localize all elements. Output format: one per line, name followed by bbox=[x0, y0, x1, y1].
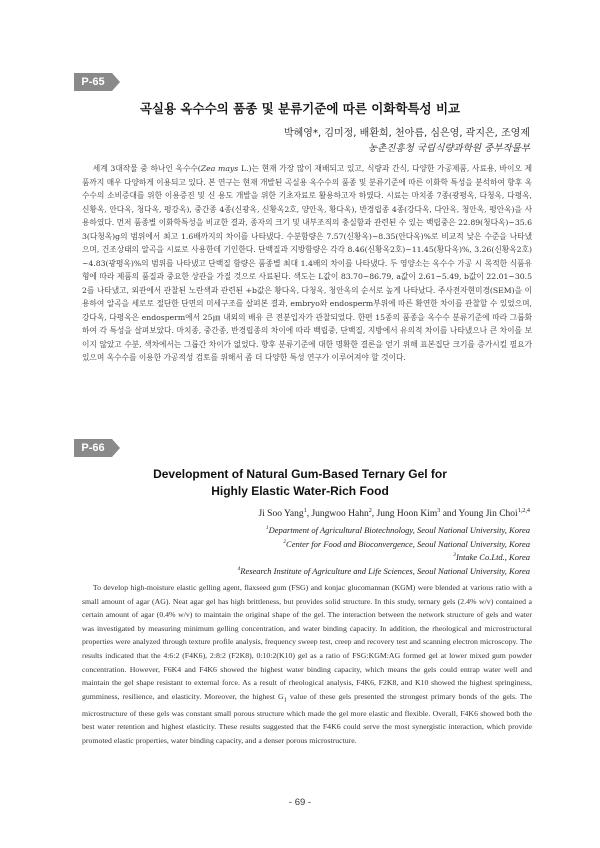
badge-arrow bbox=[112, 439, 120, 457]
author-list-korean: 박혜영*, 김미정, 배환희, 천아름, 심은영, 곽지은, 조영제 bbox=[283, 128, 530, 139]
author-conjunction: and bbox=[440, 509, 459, 519]
abstract-korean-intro: 세계 3대작물 중 하나인 옥수수( bbox=[92, 164, 201, 173]
author-separator: , bbox=[371, 509, 377, 519]
author-affiliation-mark: 2 bbox=[368, 507, 372, 514]
page-number: - 69 - bbox=[288, 797, 312, 808]
badge-arrow bbox=[112, 73, 120, 91]
badge-label: P-65 bbox=[74, 73, 112, 91]
affiliation-number: 1 bbox=[265, 525, 269, 532]
author-name: Young Jin Choi bbox=[458, 509, 518, 519]
subscript: 1 bbox=[283, 696, 287, 704]
abstract-badge-p66 bbox=[74, 439, 120, 457]
abstract-english-part1: To develop high-moisture elastic gelling agent, flaxseed gum (FSG) and konjac glucomannan (KGM) were blended at various ratio with a small amount of agar (AG). Neat agar gel has high brittleness, but provides solid structure. In this study, ternary gels (2.4% w/v) contained a certain amount of agar (0.4% w/v) to maintain the original shape of the gel. The interaction between the network structure of gels and water was investigated by measuring minimum gelling concentration, and water binding capacity. In addition, the rheological and microstructural properties were analyzed through texture profile analysis, frequency sweep test, creep and recovery test and scanning electron microscopy. The results indicated that the 4:6:2 (F4K6), 2:8:2 (F2K8), 0:10:2(K10) gel as a ratio of FSG:KGM:AG formed gel at lower mixed gum powder concentration. However, F6K4 and F4K6 showed the highest water binding capacity, which means the gels could entrap water well and maintain the gel shape resistant to external force. As a result of rheological analysis, F4K6, F2K8, and K10 showed the highest springiness, gumminess, resilience, and elasticity. Moreover, the highest G bbox=[82, 583, 532, 701]
abstract-badge-p65 bbox=[74, 73, 120, 91]
badge-label: P-66 bbox=[74, 439, 112, 457]
author-name: Ji Soo Yang bbox=[258, 509, 304, 519]
title-line-1: Development of Natural Gum-Based Ternary Gel for bbox=[153, 467, 447, 481]
author-name: Jung Hoon Kim bbox=[376, 509, 438, 519]
affiliation-text: Intake Co.Ltd., Korea bbox=[455, 552, 530, 562]
species-name: Zea mays bbox=[200, 164, 239, 173]
affiliation-line bbox=[237, 538, 530, 552]
affiliation-line bbox=[237, 565, 530, 579]
abstract-english-part2: value of these gels presented the strongest primary bonds of the gels. The microstructure of these gels was constant small porous structure which made the gel more elastic and flexible. Overall, F4K6 showed both the best water retention and highest elasticity. These results suggested that the F4K6 could serve the most synergistic interaction, which provide promoted elastic properties, water binding capacity, and a denser porous microstructure. bbox=[82, 691, 532, 746]
affiliation-line bbox=[237, 524, 530, 538]
abstract-korean-body: L.)는 현재 가장 많이 재배되고 있고, 식량과 간식, 다양한 가공제품, 사료용, 바이오 제품까지 매우 다양하게 이용되고 있다. 본 연구는 현재 개발된 곡실용 옥수수의 품종 및 분류기준에 따른 이화학 특성을 분석하여 향후 옥수수의 소비증대를 위한 이용증진 및 신 용도 개발을 위한 기초자료로 활용하고자 하였다. 시료는 마치종 7종(광평옥, 다청옥, 다평옥, 신황옥, 안다옥, 청다옥, 평강옥), 중간종 4종(신광옥, 신황옥2호, 양안옥, 황다옥), 반경립종 4종(강다옥, 다안옥, 청안옥, 평안옥)을 사용하였다. 먼저 품종별 이화학특성을 비교한 결과, 종자의 크기 및 내부조직의 충실함과 관련된 수 있는 백립중은 22.89(청다옥)~35.63(다청옥)g의 범위에서 최고 1.6배까지의 차이를 나타냈다. 수분함량은 7.57(신황옥)~8.35(안다옥)%로 비교적 낮은 수준을 나타냈으며, 건조상태의 알곡을 시료로 사용한데 기인한다. 단백질과 지방함량은 각각 8.46(신황옥2호)~11.45(황다옥)%, 3.26(신황옥2호)~4.83(광평옥)%의 범위를 나타냈고 단백질 함량은 품종별 최대 1.4배의 차이를 나타냈다. 두 영양소는 옥수수 가공 시 목적한 식품유형에 따라 제품의 품질과 중요한 상관을 가질 것으로 사료된다. 색도는 L값이 83.70~86.79, a값이 2.61~5.49, b값이 22.01~30.52를 나타냈고, 외관에서 관찰된 노란색과 관련된 +b값은 황다옥, 다청옥, 청안옥의 순서로 높게 나타났다. 주사전자현미경(SEM)을 이용하여 알곡을 세로로 절단한 단면의 미세구조를 살펴본 결과, embryo와 endosperm부위에 따른 확연한 차이를 관찰할 수 있었으며, 강다옥, 다평옥은 endosperm에서 25㎛ 내외의 배유 큰 전분입자가 관찰되었다. 한편 15종의 품종을 옥수수 분류기준에 따라 그룹화하여 각 특성을 살펴보았다. 마치종, 중간종, 반경립종의 차이에 따라 백립중, 단백질, 지방에서 유의적 차이를 나타냈으나 큰 차이를 보이지 않았고 수분, 색차에서는 그룹간 차이가 없었다. 향후 분류기준에 대한 명확한 결론을 얻기 위해 표본집단 크기를 증가시킬 필요가 있으며 옥수수를 이용한 가공적성 검토를 위해서 좀 더 다양한 특성 연구가 이루어져야 할 것이다. bbox=[82, 164, 532, 362]
title-line-2: Highly Elastic Water-Rich Food bbox=[211, 484, 389, 498]
affiliation-text: Research Institute of Agriculture and Life Sciences, Seoul National University, Korea bbox=[240, 565, 530, 576]
abstract-korean bbox=[82, 162, 532, 365]
author-separator: , bbox=[306, 509, 312, 519]
affiliation-text: Center for Food and Bioconvergence, Seoul National University, Korea bbox=[286, 538, 530, 549]
affiliation-list-english bbox=[237, 524, 530, 578]
affiliation-number: 4 bbox=[237, 565, 241, 572]
affiliation-number: 2 bbox=[283, 538, 287, 545]
author-name: Jungwoo Hahn bbox=[311, 509, 369, 519]
affiliation-text: Department of Agricultural Biotechnology, Seoul National University, Korea bbox=[268, 525, 530, 535]
author-affiliation-mark: 1 bbox=[303, 507, 307, 514]
author-list-english bbox=[258, 509, 530, 519]
affiliation-korean: 농촌진흥청 국립식량과학원 중부작물부 bbox=[367, 143, 530, 154]
author-affiliation-mark: 3 bbox=[437, 507, 441, 514]
paper-title-english bbox=[80, 466, 520, 500]
author-affiliation-mark: 1,2,4 bbox=[517, 507, 530, 514]
abstract-english bbox=[82, 581, 532, 748]
affiliation-number: 3 bbox=[453, 552, 456, 559]
paper-title-korean: 곡실용 옥수수의 품종 및 분류기준에 따른 이화학특성 비교 bbox=[139, 101, 461, 116]
affiliation-line bbox=[237, 551, 530, 565]
